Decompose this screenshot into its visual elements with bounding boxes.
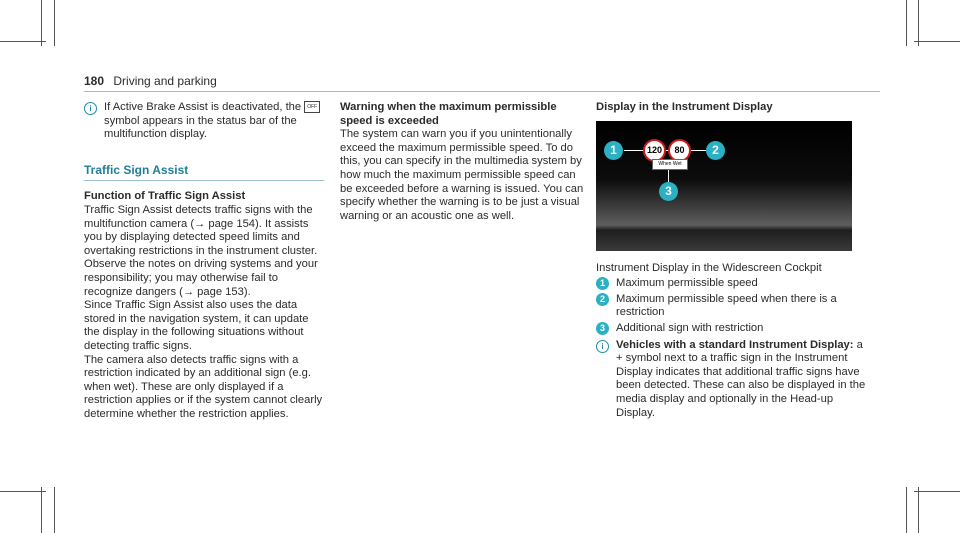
legend-item: [596, 277, 871, 291]
crop-mark: [914, 41, 960, 42]
subhead-display: Display in the Instrument Display: [596, 101, 773, 113]
crop-mark: [0, 491, 46, 492]
legend-badge: 3: [596, 322, 609, 335]
crop-mark: [41, 0, 42, 46]
note-body: a + symbol next to a traffic sign in the Instrument Display indicates that additional traffic signs have been detected. These can also be displayed in the media display and optionally in the Head-up Display.: [616, 338, 866, 419]
paragraph: Traffic Sign Assist detects traffic signs with the multifunction camera (→ page 154). It assists you by displaying detected speed limits and overtaking restrictions in the instrument cluster.: [84, 203, 318, 257]
note-text: If Active Brake Assist is deactivated, the OFF symbol appears in the status bar of the multifunction display.: [104, 101, 324, 142]
crop-mark: [54, 0, 55, 46]
crop-mark: [918, 0, 919, 46]
note-text: [616, 339, 871, 421]
info-icon: i: [84, 102, 97, 115]
badge-3: 3: [659, 182, 678, 201]
legend-badge: 2: [596, 293, 609, 306]
chapter-title: Driving and parking: [113, 74, 217, 88]
instrument-display-image: [596, 121, 852, 251]
page-header: [84, 75, 217, 89]
subhead-warning: Warning when the maximum permissible speed is exceeded: [340, 101, 557, 127]
column-left: [84, 101, 324, 421]
info-icon: i: [596, 340, 609, 353]
subhead-function: Function of Traffic Sign Assist: [84, 190, 246, 203]
figure-caption: Instrument Display in the Widescreen Cockpit: [596, 261, 822, 274]
paragraph: The system can warn you if you unintentionally exceed the maximum permissible speed. To do this, you can specify in the multimedia system by how much the maximum permissible speed can be exceeded before a warning is issued. You can specify whether the warning is to be just a visual warning or an acoustic one as well.: [340, 128, 584, 222]
info-note-vehicles: [596, 339, 871, 421]
note-title: Vehicles with a standard Instrument Display:: [616, 338, 854, 351]
badge-2: 2: [706, 141, 725, 160]
additional-sign: When Wet: [652, 159, 688, 170]
crop-mark: [906, 0, 907, 46]
legend-text: Additional sign with restriction: [616, 321, 764, 334]
badge-1: 1: [604, 141, 623, 160]
crop-mark: [0, 41, 46, 42]
legend-text: Maximum permissible speed: [616, 277, 758, 290]
paragraph: Since Traffic Sign Assist also uses the data stored in the navigation system, it can update the display in the following situations without detecting traffic signs.: [84, 299, 309, 352]
paragraph: Observe the notes on driving systems and your responsibility; you may otherwise fail to recognize dangers (→ page 153).: [84, 258, 318, 298]
legend-text: Maximum permissible speed when there is a restriction: [616, 292, 837, 319]
crop-mark: [41, 487, 42, 533]
crop-mark: [914, 491, 960, 492]
brake-assist-off-icon: OFF: [304, 101, 320, 113]
legend-badge: 1: [596, 277, 609, 290]
section-title: Traffic Sign Assist: [84, 164, 324, 182]
column-right: [596, 101, 871, 420]
paragraph: The camera also detects traffic signs with a restriction indicated by an additional sign (e.g. when wet). These are only displayed if a restriction applies or if the system cannot clearly determine whether the restriction applies.: [84, 353, 323, 420]
info-note: [84, 101, 324, 142]
legend-item: [596, 293, 871, 320]
speed-sign-120: 120: [643, 139, 666, 162]
crop-mark: [54, 487, 55, 533]
column-middle: [340, 101, 590, 223]
page-number: 180: [84, 74, 105, 88]
legend-item: [596, 322, 871, 336]
speed-sign-80: 80: [668, 139, 691, 162]
crop-mark: [906, 487, 907, 533]
crop-mark: [918, 487, 919, 533]
header-rule: [84, 91, 880, 92]
